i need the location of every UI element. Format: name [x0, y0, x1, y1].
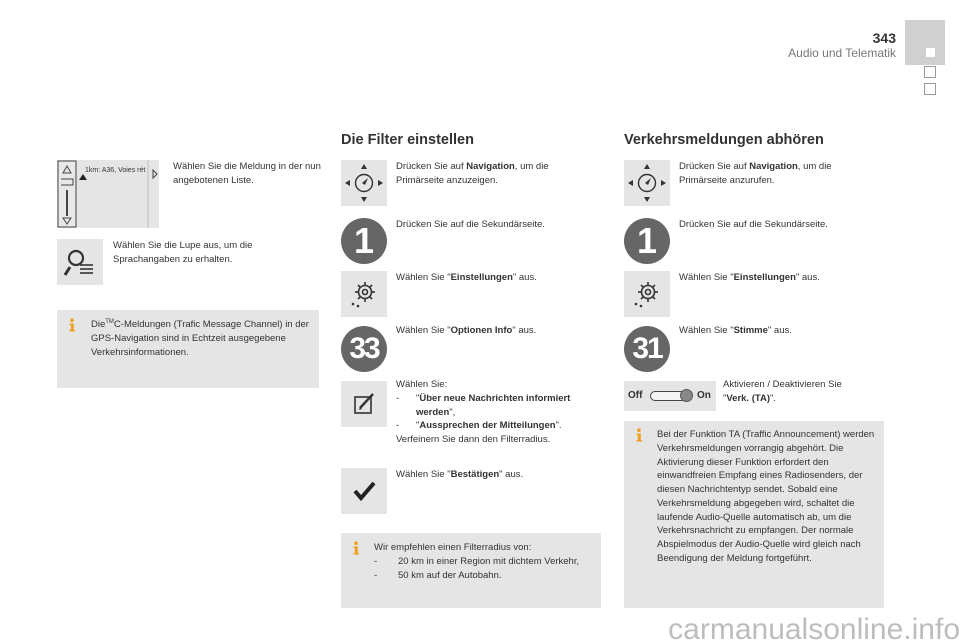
traffic-step3-pre: Wählen Sie "	[679, 272, 734, 283]
filter-step5-item1-q: "	[416, 392, 420, 404]
filter-step4-pre: Wählen Sie "	[396, 325, 451, 336]
list-dash: -	[374, 569, 378, 581]
filter-step5-tail: Verfeinern Sie dann den Filterradius.	[396, 434, 551, 446]
traffic-step5-q: "	[723, 392, 727, 404]
traffic-step4-pre: Wählen Sie "	[679, 325, 734, 336]
traffic-step-navigation	[679, 160, 869, 188]
filter-step-navigation	[396, 160, 586, 188]
step-badge-31: 31	[624, 326, 670, 372]
filter-step3-post: " aus.	[512, 272, 537, 283]
info-icon	[633, 428, 645, 442]
filter-step5-item2	[396, 419, 606, 433]
filter-info-item2-text: 50 km auf der Autobahn.	[398, 569, 502, 581]
filter-step4-bold: Optionen Info	[450, 325, 513, 336]
step-badge-1: 1	[624, 218, 670, 264]
filter-step3-bold: Einstellungen	[450, 272, 513, 283]
filter-step-settings	[396, 271, 596, 285]
toggle-knob	[680, 389, 693, 402]
traffic-info-text: Bei der Funktion TA (Traffic Announcement) werden Verkehrsmeldungen vorrangig abgehört. Die Aktivierung dieser Funktion erfordert den einwandfreien Empfang eines Radiosenders, der diesen Nachrichtentyp sendet. Sobald eine Verkehrsmeldung abgegeben wird, schaltet die laufende Audio-Quelle automatisch ab, um die Verkehrsnachricht zu empfangen. Der normale Abspielmodus der Audio-Quelle wird gleich nach Beendigung der Meldung fortgeführt.	[657, 429, 875, 564]
settings-gear-icon	[341, 271, 387, 317]
traffic-step-toggle-ta	[723, 378, 883, 406]
filter-step-confirm	[396, 468, 596, 482]
filter-step5-item2-q: "	[416, 420, 420, 432]
list-dash: -	[374, 555, 378, 567]
traffic-step-settings	[679, 271, 879, 285]
filter-step-choose	[396, 378, 606, 447]
page-number: 343	[872, 30, 896, 46]
filter-step1-bold: Navigation	[466, 161, 515, 172]
filter-step4-post: " aus.	[512, 325, 537, 336]
nav-screen-label: 1km: A36, Voies rét	[85, 167, 146, 174]
chapter-tab-square-1	[924, 66, 936, 78]
chapter-tab-square-2	[924, 83, 936, 95]
traffic-section-title: Verkehrsmeldungen abhören	[624, 132, 824, 148]
filter-step-secondary: Drücken Sie auf die Sekundärseite.	[396, 219, 545, 230]
left-info-text	[91, 318, 313, 359]
traffic-step5-bold: Verk. (TA)	[726, 392, 771, 404]
filter-step5-head: Wählen Sie:	[396, 379, 448, 390]
section-title: Audio und Telematik	[788, 46, 896, 60]
left-step-select-message: Wählen Sie die Meldung in der nun angebotenen Liste.	[173, 161, 321, 186]
filter-info-item1-text: 20 km in einer Region mit dichtem Verkehr,	[398, 555, 580, 567]
list-dash: -	[396, 420, 400, 432]
filter-step5-item2-post: ".	[555, 420, 562, 432]
chapter-tab-marker	[926, 48, 935, 57]
traffic-step3-post: " aus.	[795, 272, 820, 283]
filter-step5-item2-bold: Aussprechen der Mitteilungen	[419, 420, 556, 432]
traffic-step1-pre: Drücken Sie auf	[679, 161, 750, 172]
info-icon	[66, 318, 78, 332]
filter-info-head: Wir empfehlen einen Filterradius von:	[374, 542, 532, 553]
navigation-icon	[341, 160, 387, 206]
traffic-step5-post: ".	[770, 392, 777, 404]
settings-gear-icon	[624, 271, 670, 317]
navigation-icon	[624, 160, 670, 206]
filter-step6-bold: Bestätigen	[450, 469, 500, 480]
filter-info-item1	[374, 555, 596, 569]
step-badge-1: 1	[341, 218, 387, 264]
info-icon	[350, 541, 362, 555]
traffic-step3-bold: Einstellungen	[733, 272, 796, 283]
toggle-on-label: On	[697, 390, 711, 401]
filter-step1-pre: Drücken Sie auf	[396, 161, 467, 172]
filter-step5-item1-bold: Über neue Nachrichten informiert werden	[416, 392, 571, 418]
list-dash: -	[396, 392, 400, 404]
filter-step6-post: " aus.	[499, 469, 524, 480]
filter-step1-post: , um die Primärseite anzuzeigen.	[396, 161, 549, 186]
edit-icon	[341, 381, 387, 427]
filter-step-options-info	[396, 324, 596, 338]
footer-watermark: carmanualsonline.info	[668, 613, 960, 640]
filter-section-title: Die Filter einstellen	[341, 132, 474, 148]
left-info-pre: Die	[91, 319, 106, 331]
left-info-post: C-Meldungen (Trafic Message Channel) in der GPS-Navigation sind in Echtzeit ausgegebene Verkehrsinformationen.	[91, 319, 309, 358]
traffic-step1-bold: Navigation	[749, 161, 798, 172]
filter-step5-item1	[396, 392, 606, 420]
traffic-step4-bold: Stimme	[733, 325, 768, 336]
filter-info-text	[374, 541, 596, 582]
chapter-tab	[905, 20, 945, 65]
left-step-magnifier: Wählen Sie die Lupe aus, um die Sprachangaben zu erhalten.	[113, 240, 253, 265]
filter-step5-item1-post: ",	[449, 406, 456, 418]
filter-step3-pre: Wählen Sie "	[396, 272, 451, 283]
traffic-step-voice	[679, 324, 879, 338]
left-info-sup: TM	[105, 319, 114, 325]
filter-info-item2	[374, 569, 596, 583]
traffic-step4-post: " aus.	[767, 325, 792, 336]
traffic-step5-line1: Aktivieren / Deaktivieren Sie	[723, 379, 842, 390]
checkmark-icon	[341, 468, 387, 514]
step-badge-33: 33	[341, 326, 387, 372]
traffic-step-secondary: Drücken Sie auf die Sekundärseite.	[679, 219, 828, 230]
toggle-off-label: Off	[628, 390, 643, 401]
traffic-step1-post: , um die Primärseite anzurufen.	[679, 161, 832, 186]
filter-step6-pre: Wählen Sie "	[396, 469, 451, 480]
voice-search-icon	[63, 245, 97, 279]
